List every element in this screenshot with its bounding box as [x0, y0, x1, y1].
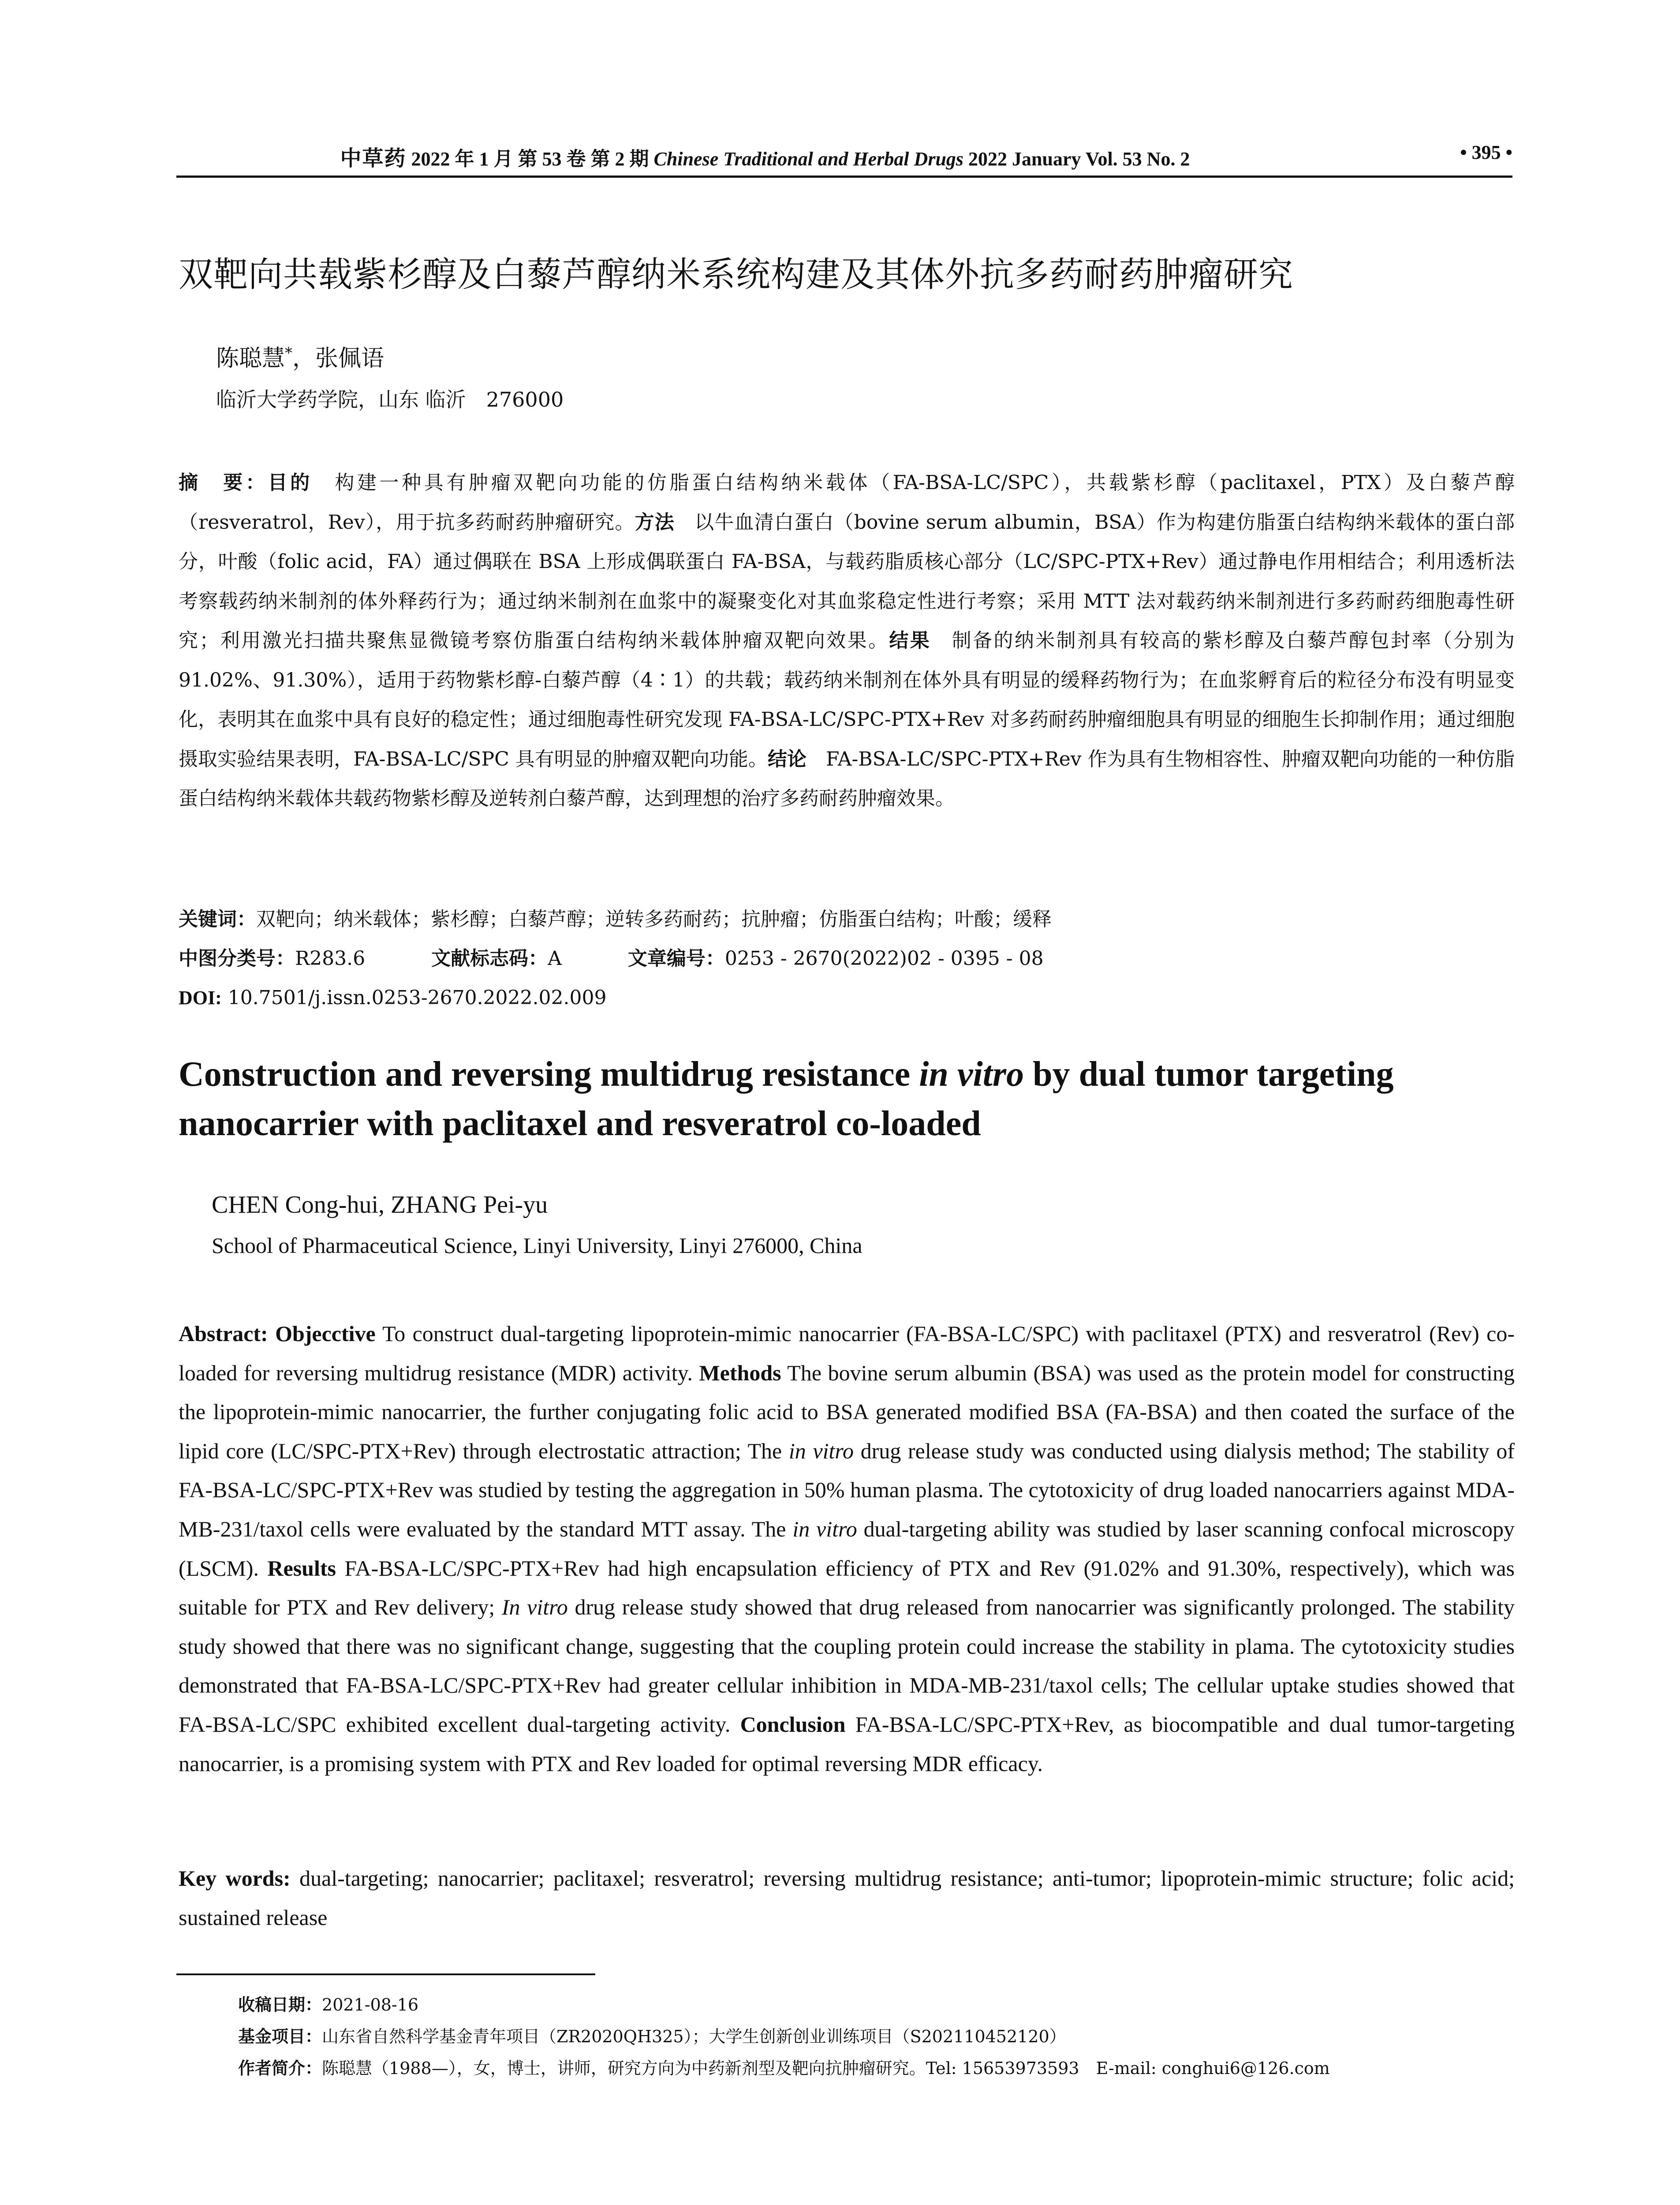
issue-zh: 2022 年 1 月 第 53 卷 第 2 期 [411, 148, 649, 170]
keywords-label-en: Key words: [179, 1866, 291, 1891]
corresponding-mark: * [285, 344, 293, 362]
authors-zh [216, 340, 384, 373]
objective-label-en: Objecctive [275, 1321, 376, 1346]
doi-label: DOI: [179, 987, 222, 1009]
conclusion-text-en: FA-BSA-LC/SPC-PTX+Rev, as biocompatible and dual tumor-targeting nanocarrier, is a promising system with PTX and Rev loaded for optimal reversing MDR efficacy. [179, 1712, 1515, 1776]
clc-value: R283.6 [295, 947, 366, 970]
doi-value: 10.7501/j.issn.0253-2670.2022.02.009 [228, 987, 607, 1009]
keywords-zh [179, 900, 1515, 939]
footnote-rule [176, 1973, 595, 1975]
conclusion-text: FA-BSA-LC/SPC-PTX+Rev 作为具有生物相容性、肿瘤双靶向功能的一种仿脂蛋白结构纳米载体共载药物紫杉醇及逆转剂白藜芦醇，达到理想的治疗多药耐药肿瘤效果。 [179, 747, 1515, 810]
results-text-en: drug release study showed that drug released from nanocarrier was significantly prolonged. The stability study showed that there was no significant change, suggesting that the coupling protein could increase the stability in plama. The cytotoxicity studies demonstrated that FA-BSA-LC/SPC-PTX+Rev had greater cellular inhibition in MDA-MB-231/taxol cells; The cellular uptake studies showed that FA-BSA-LC/SPC exhibited excellent dual-targeting activity. [179, 1595, 1515, 1737]
abstract-en [179, 1314, 1515, 1783]
abstract-label: 摘 要： [179, 471, 268, 494]
author-bio [238, 2052, 1517, 2084]
methods-text-en: The bovine serum albumin (BSA) was used as the protein model for constructing the lipoprotein-mimic nanocarrier, the further conjugating folic acid to BSA generated modified BSA (FA-BSA) and then coated the surface of the lipid core (LC/SPC-PTX+Rev) through electrostatic attraction; The [179, 1360, 1515, 1463]
objective-label: 目的 [268, 471, 313, 494]
funding [238, 2021, 1517, 2052]
running-header [176, 141, 1512, 176]
doi-line [179, 978, 1515, 1017]
italic-term: in vitro [792, 1516, 857, 1541]
journal-name-en: Chinese Traditional and Herbal Drugs [653, 148, 964, 170]
results-text: 制备的纳米制剂具有较高的紫杉醇及白藜芦醇包封率（分别为 91.02%、91.30%），适用于药物紫杉醇-白藜芦醇（4∶1）的共载；载药纳米制剂在体外具有明显的缓释药物行为；在血浆孵育后的粒径分布没有明显变化，表明其在血浆中具有良好的稳定性；通过细胞毒性研究发现 FA-BSA-LC/SPC-PTX+Rev 对多药耐药肿瘤细胞具有明显的细胞生长抑制作用；通过细胞摄取实验结果表明，FA-BSA-LC/SPC 具有明显的肿瘤双靶向功能。 [179, 629, 1515, 770]
keywords-text-en: dual-targeting; nanocarrier; paclitaxel; resveratrol; reversing multidrug resistance; anti-tumor; lipoprotein-mimic structure; folic acid; sustained release [179, 1866, 1515, 1930]
title-en [179, 1050, 1523, 1148]
authors-en: CHEN Cong-hui, ZHANG Pei-yu [212, 1191, 548, 1218]
methods-text-en: drug release study was conducted using dialysis method; The stability of FA-BSA-LC/SPC-PTX+Rev was studied by testing the aggregation in 50% human plasma. The cytotoxicity of drug loaded nanocarriers against MDA-MB-231/taxol cells were evaluated by the standard MTT assay. The [179, 1438, 1515, 1541]
results-label-en: Results [267, 1555, 336, 1581]
conclusion-label: 结论 [767, 747, 807, 770]
author-name-rest: ，张佩语 [292, 345, 385, 372]
abstract-zh [179, 463, 1515, 818]
methods-text-en: dual-targeting ability was studied by laser scanning confocal microscopy (LSCM). [179, 1516, 1515, 1581]
keywords-text: 双靶向；纳米载体；紫杉醇；白藜芦醇；逆转多药耐药；抗肿瘤；仿脂蛋白结构；叶酸；缓释 [256, 908, 1052, 931]
title-en-italic: in vitro [919, 1055, 1024, 1094]
methods-text: 以牛血清白蛋白（bovine serum albumin，BSA）作为构建仿脂蛋白结构纳米载体的蛋白部分，叶酸（folic acid，FA）通过偶联在 BSA 上形成偶联蛋白 FA-BSA，与载药脂质核心部分（LC/SPC-PTX+Rev）通过静电作用相结合；利用透析法考察载药纳米制剂的体外释药行为；通过纳米制剂在血浆中的凝聚变化对其血浆稳定性进行考察；采用 MTT 法对载药纳米制剂进行多药耐药细胞毒性研究；利用激光扫描共聚焦显微镜考察仿脂蛋白结构纳米载体肿瘤双靶向效果。 [179, 511, 1515, 652]
header-rule [176, 176, 1512, 178]
article-no-label: 文章编号： [627, 947, 725, 970]
doc-code-label: 文献标志码： [431, 947, 548, 970]
title-en-part: by dual tumor targeting nanocarrier with paclitaxel and resveratrol co-loaded [179, 1055, 1394, 1143]
keywords-en [179, 1859, 1515, 1937]
methods-label-en: Methods [699, 1360, 781, 1385]
fund-value: 山东省自然科学基金青年项目（ZR2020QH325）；大学生创新创业训练项目（S202110452120） [322, 2027, 1066, 2046]
doc-code-value: A [548, 947, 562, 970]
footnotes [238, 1989, 1517, 2084]
title-zh: 双靶向共载紫杉醇及白藜芦醇纳米系统构建及其体外抗多药耐药肿瘤研究 [179, 255, 1294, 295]
journal-name-zh: 中草药 [340, 146, 407, 171]
author-name: 陈聪慧 [216, 345, 285, 372]
title-en-part: Construction and reversing multidrug resistance [179, 1055, 919, 1094]
objective-text-en: To construct dual-targeting lipoprotein-mimic nanocarrier (FA-BSA-LC/SPC) with paclitaxel (PTX) and resveratrol (Rev) co-loaded for reversing multidrug resistance (MDR) activity. [179, 1321, 1515, 1385]
author-bio-label: 作者简介： [238, 2059, 322, 2078]
received-date [238, 1989, 1517, 2021]
received-value: 2021-08-16 [322, 1995, 419, 2014]
objective-text: 构建一种具有肿瘤双靶向功能的仿脂蛋白结构纳米载体（FA-BSA-LC/SPC），共载紫杉醇（paclitaxel，PTX）及白藜芦醇（resveratrol，Rev），用于抗多药耐药肿瘤研究。 [179, 471, 1515, 534]
received-label: 收稿日期： [238, 1995, 322, 2014]
affiliation-en: School of Pharmaceutical Science, Linyi University, Linyi 276000, China [212, 1233, 862, 1258]
article-no-value: 0253 - 2670(2022)02 - 0395 - 08 [724, 947, 1044, 970]
italic-term: in vitro [788, 1438, 854, 1463]
results-label: 结果 [889, 629, 931, 652]
issue-en: 2022 January Vol. 53 No. 2 [968, 148, 1190, 170]
results-text-en: FA-BSA-LC/SPC-PTX+Rev had high encapsulation efficiency of PTX and Rev (91.02% and 91.30%, respectively), which was suitable for PTX and Rev delivery; [179, 1555, 1515, 1620]
abstract-label-en: Abstract: [179, 1321, 268, 1346]
fund-label: 基金项目： [238, 2027, 322, 2046]
classification-line [179, 939, 1515, 978]
page-number: • 395 • [1460, 142, 1512, 163]
methods-label: 方法 [635, 511, 675, 534]
affiliation-zh: 临沂大学药学院，山东 临沂 276000 [216, 388, 564, 411]
clc-label: 中图分类号： [179, 947, 295, 970]
keywords-label: 关键词： [179, 908, 256, 931]
author-bio-value: 陈聪慧（1988—），女，博士，讲师，研究方向为中药新剂型及靶向抗肿瘤研究。Tel: 15653973593 E-mail: conghui6@126.com [322, 2059, 1330, 2078]
italic-term: In vitro [501, 1595, 568, 1620]
conclusion-label-en: Conclusion [740, 1712, 846, 1737]
